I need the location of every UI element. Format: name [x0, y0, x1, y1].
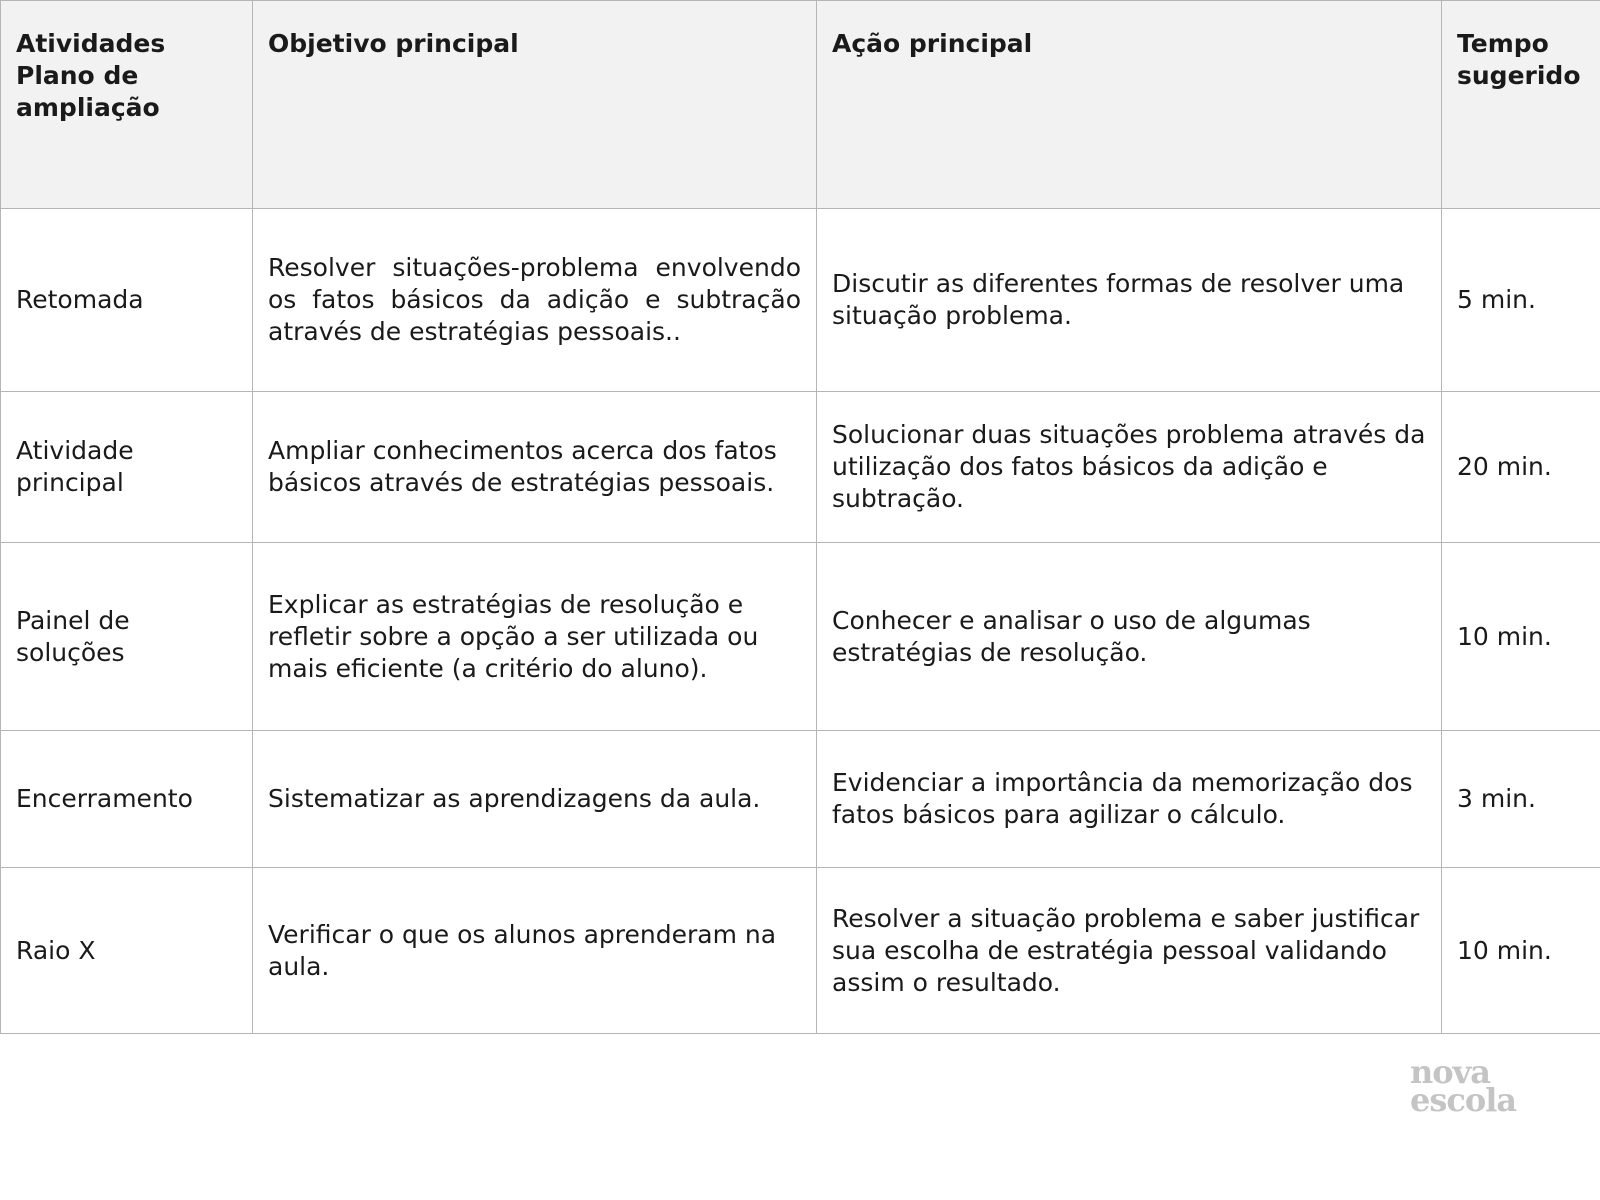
- activity-cell: Encerramento: [1, 731, 253, 868]
- activity-cell: Atividade principal: [1, 392, 253, 543]
- objective-cell: Ampliar conhecimentos acerca dos fatos básicos através de estratégias pessoais.: [253, 392, 817, 543]
- time-cell: 10 min.: [1442, 868, 1600, 1034]
- logo-line-1: nova: [1410, 1053, 1490, 1091]
- action-cell: Evidenciar a importância da memorização dos fatos básicos para agilizar o cálculo.: [817, 731, 1442, 868]
- header-suggested-time: Tempo sugerido: [1442, 1, 1600, 209]
- time-cell: 10 min.: [1442, 543, 1600, 731]
- table-row: [1, 543, 1600, 731]
- header-row: [1, 1, 1600, 209]
- logo-line-2: escola: [1410, 1081, 1517, 1119]
- action-cell: Resolver a situação problema e saber justificar sua escolha de estratégia pessoal validando assim o resultado.: [817, 868, 1442, 1034]
- table-header: [1, 1, 1600, 209]
- activity-cell: Raio X: [1, 868, 253, 1034]
- table-row: [1, 209, 1600, 392]
- objective-cell: Verificar o que os alunos aprenderam na aula.: [253, 868, 817, 1034]
- action-cell: Conhecer e analisar o uso de algumas estratégias de resolução.: [817, 543, 1442, 731]
- action-cell: Discutir as diferentes formas de resolver uma situação problema.: [817, 209, 1442, 392]
- time-cell: 5 min.: [1442, 209, 1600, 392]
- action-cell: Solucionar duas situações problema através da utilização dos fatos básicos da adição e subtração.: [817, 392, 1442, 543]
- table-body: [1, 209, 1600, 1034]
- objective-cell: Sistematizar as aprendizagens da aula.: [253, 731, 817, 868]
- header-activities: Atividades Plano de ampliação: [1, 1, 253, 209]
- activity-cell: Retomada: [1, 209, 253, 392]
- objective-cell: Explicar as estratégias de resolução e refletir sobre a opção a ser utilizada ou mais eficiente (a critério do aluno).: [253, 543, 817, 731]
- table-row: [1, 868, 1600, 1034]
- table-row: [1, 392, 1600, 543]
- header-main-objective: Objetivo principal: [253, 1, 817, 209]
- activity-cell: Painel de soluções: [1, 543, 253, 731]
- time-cell: 3 min.: [1442, 731, 1600, 868]
- objective-cell: Resolver situações-problema envolvendo os fatos básicos da adição e subtração através de estratégias pessoais..: [253, 209, 817, 392]
- table-row: [1, 731, 1600, 868]
- nova-escola-logo: [1410, 1053, 1517, 1119]
- time-cell: 20 min.: [1442, 392, 1600, 543]
- header-main-action: Ação principal: [817, 1, 1442, 209]
